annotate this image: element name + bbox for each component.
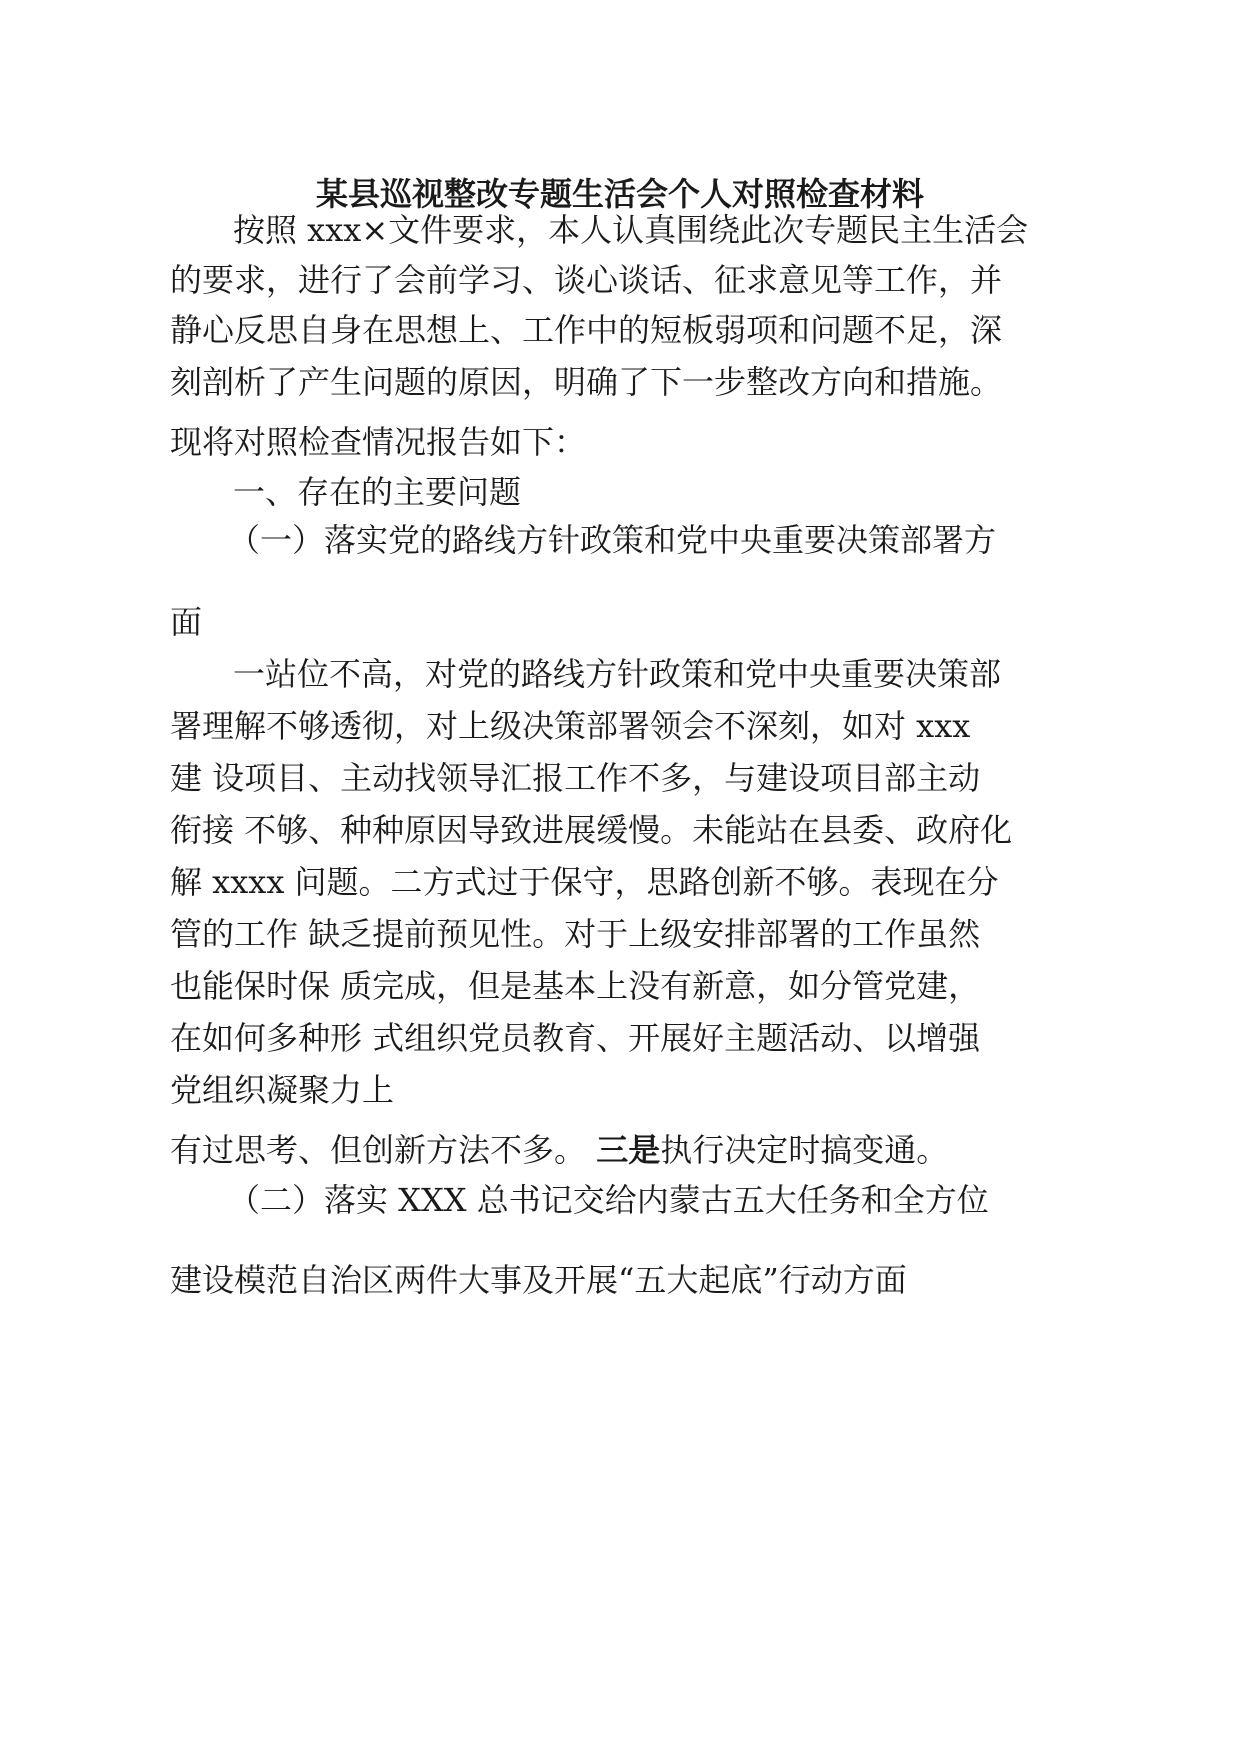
- body-line-8: 在如何多种形 式组织党员教育、开展好主题活动、以增强: [170, 1019, 981, 1057]
- intro-line-3: 静心反思自身在思想上、工作中的短板弱项和问题不足，深: [170, 311, 1003, 349]
- body-line-2: 署理解不够透彻，对上级决策部署领会不深刻，如对 xxx: [170, 707, 971, 745]
- body-line-3: 建 设项目、主动找领导汇报工作不多，与建设项目部主动: [170, 759, 981, 797]
- body-line-1: 一站位不高，对党的路线方针政策和党中央重要决策部: [233, 655, 1002, 693]
- section-heading: 一、存在的主要问题: [233, 473, 522, 511]
- body-line-7: 也能保时保 质完成，但是基本上没有新意，如分管党建，: [170, 967, 981, 1005]
- intro-line-5: 现将对照检查情况报告如下：: [170, 423, 587, 461]
- document-title: 某县巡视整改专题生活会个人对照检查材料: [315, 175, 924, 213]
- body-line-4: 衔接 不够、种种原因导致进展缓慢。未能站在县委、政府化: [170, 811, 1013, 849]
- subsection-1-heading-line-2: 面: [170, 603, 203, 641]
- body-last-emphasis: 三是: [596, 1131, 661, 1169]
- intro-line-4: 刻剖析了产生问题的原因，明确了下一步整改方向和措施。: [170, 363, 1003, 401]
- subsection-2-heading-line-2: 建设模范自治区两件大事及开展“五大起底”行动方面: [170, 1261, 907, 1299]
- intro-line-1: 按照 xxx×文件要求，本人认真围绕此次专题民主生活会: [233, 211, 1029, 249]
- body-line-5: 解 xxxx 问题。二方式过于保守，思路创新不够。表现在分: [170, 863, 999, 901]
- subsection-1-heading-line-1: （一）落实党的路线方针政策和党中央重要决策部署方: [228, 521, 997, 559]
- intro-line-2: 的要求，进行了会前学习、谈心谈话、征求意见等工作，并: [170, 261, 1003, 299]
- body-last-line: [170, 1130, 948, 1170]
- body-last-text: 有过思考、但创新方法不多。: [170, 1131, 597, 1169]
- body-line-6: 管的工作 缺乏提前预见性。对于上级安排部署的工作虽然: [170, 915, 981, 953]
- body-line-9: 党组织凝聚力上: [170, 1071, 395, 1109]
- subsection-2-heading-line-1: （二）落实 XXX 总书记交给内蒙古五大任务和全方位: [228, 1181, 989, 1219]
- body-last-text-end: 执行决定时搞变通。: [660, 1131, 949, 1169]
